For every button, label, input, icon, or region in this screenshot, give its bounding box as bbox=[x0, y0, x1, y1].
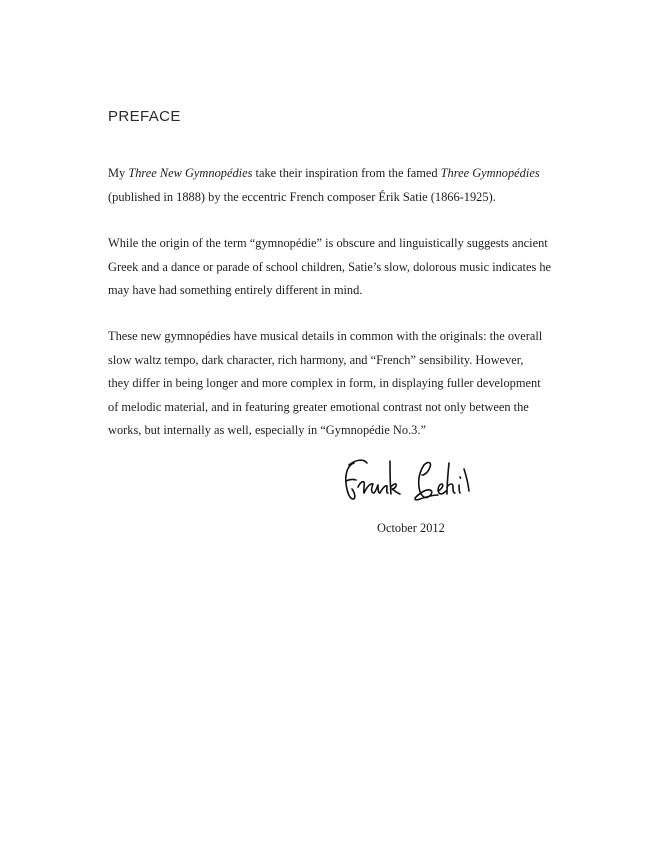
intro-paragraph bbox=[108, 162, 538, 209]
origin-paragraph bbox=[108, 232, 552, 303]
work-title-new: Three New Gymnopédies bbox=[128, 166, 253, 180]
comparison-line-5: works, but internally as well, especially in “Gymnopédie No.3.” bbox=[108, 423, 426, 437]
preface-heading: PREFACE bbox=[108, 108, 181, 125]
handwritten-signature bbox=[340, 455, 490, 507]
intro-line-1 bbox=[108, 162, 538, 186]
intro-line-2: (published in 1888) by the eccentric French composer Érik Satie (1866-1925). bbox=[108, 189, 496, 204]
date-line: October 2012 bbox=[377, 521, 445, 535]
comparison-paragraph bbox=[108, 325, 543, 443]
origin-line-1: While the origin of the term “gymnopédie” is obscure and linguistically suggests ancient bbox=[108, 236, 548, 250]
comparison-line-1: These new gymnopédies have musical details in common with the originals: the overall bbox=[108, 329, 543, 343]
comparison-line-4: of melodic material, and in featuring greater emotional contrast not only between the bbox=[108, 399, 529, 414]
comparison-line-2: slow waltz tempo, dark character, rich harmony, and “French” sensibility. However, bbox=[108, 352, 524, 367]
work-title-original: Three Gymnopédies bbox=[440, 166, 540, 180]
intro-prefix: My bbox=[108, 166, 129, 180]
intro-middle: take their inspiration from the famed bbox=[252, 166, 441, 180]
origin-line-3: may have had something entirely different in mind. bbox=[108, 283, 363, 297]
comparison-line-3: they differ in being longer and more complex in form, in displaying fuller development bbox=[108, 376, 541, 390]
origin-line-2: Greek and a dance or parade of school children, Satie’s slow, dolorous music indicates he bbox=[108, 259, 552, 274]
